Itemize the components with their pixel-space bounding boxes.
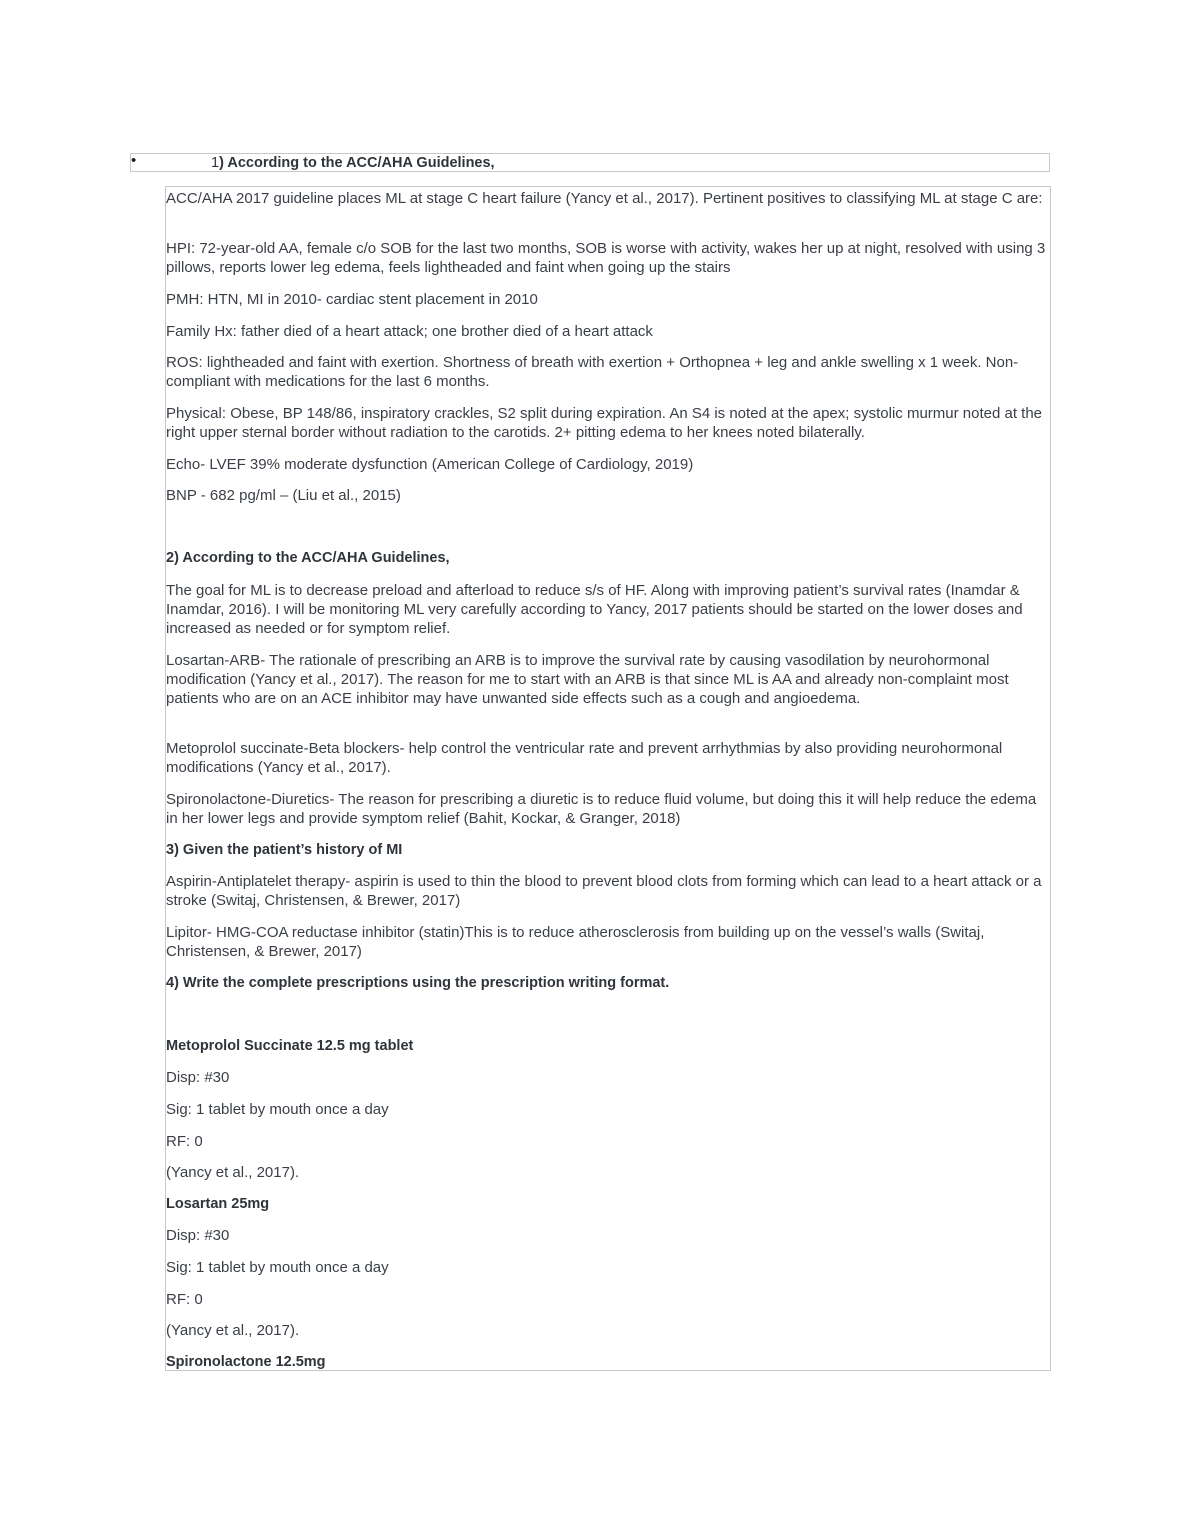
rx-losartan-refills: RF: 0 (166, 1291, 203, 1308)
spironolactone-rationale-paragraph: Spironolactone-Diuretics- The reason for prescribing a diuretic is to reduce fluid volume, but doing this it will help reduce the edema in her lower legs and provide symptom relief (Bahit, Kockar, & Granger, 2018) (166, 791, 1037, 828)
section-2-heading: 2) According to the ACC/AHA Guidelines, (166, 550, 450, 566)
section-4-heading: 4) Write the complete prescriptions using the prescription writing format. (166, 975, 670, 991)
rx-losartan-sig: Sig: 1 tablet by mouth once a day (166, 1259, 389, 1276)
rx-metoprolol-disp: Disp: #30 (166, 1069, 230, 1086)
section-3-heading: 3) Given the patient’s history of MI (166, 842, 403, 858)
rx-losartan-disp: Disp: #30 (166, 1227, 230, 1244)
ros-paragraph: ROS: lightheaded and faint with exertion. Shortness of breath with exertion + Orthopnea + leg and ankle swelling x 1 week. Non-compliant with medications for the last 6 months. (166, 354, 1019, 391)
section-1-title (211, 155, 495, 171)
stage-c-intro: ACC/AHA 2017 guideline places ML at stage C heart failure (Yancy et al., 2017). Pertinent positives to classifying ML at stage C are: (166, 190, 1043, 207)
rx-metoprolol-title: Metoprolol Succinate 12.5 mg tablet (166, 1038, 414, 1054)
family-history-paragraph: Family Hx: father died of a heart attack; one brother died of a heart attack (166, 323, 653, 340)
aspirin-paragraph: Aspirin-Antiplatelet therapy- aspirin is used to thin the blood to prevent blood clots from forming which can lead to a heart attack or a stroke (Switaj, Christensen, & Brewer, 2017) (166, 873, 1042, 910)
rx-losartan-citation: (Yancy et al., 2017). (166, 1322, 300, 1339)
rx-metoprolol-sig: Sig: 1 tablet by mouth once a day (166, 1101, 389, 1118)
bullet-marker: • (131, 152, 137, 169)
pmh-paragraph: PMH: HTN, MI in 2010- cardiac stent placement in 2010 (166, 291, 538, 308)
rx-losartan-title: Losartan 25mg (166, 1196, 270, 1212)
document-content (165, 186, 1051, 1371)
heading-number: 1 (211, 155, 220, 171)
echo-paragraph: Echo- LVEF 39% moderate dysfunction (American College of Cardiology, 2019) (166, 456, 694, 473)
heading-title-text: ) According to the ACC/AHA Guidelines, (219, 155, 495, 171)
bnp-paragraph: BNP - 682 pg/ml – (Liu et al., 2015) (166, 487, 401, 504)
rx-metoprolol-refills: RF: 0 (166, 1133, 203, 1150)
lipitor-paragraph: Lipitor- HMG-COA reductase inhibitor (statin)This is to reduce atherosclerosis from building up on the vessel’s walls (Switaj, Christensen, & Brewer, 2017) (166, 924, 985, 961)
metoprolol-rationale-paragraph: Metoprolol succinate-Beta blockers- help control the ventricular rate and prevent arrhythmias by also providing neurohormonal modifications (Yancy et al., 2017). (166, 740, 1003, 777)
rx-metoprolol-citation: (Yancy et al., 2017). (166, 1164, 300, 1181)
section-1-heading (130, 153, 1050, 172)
physical-paragraph: Physical: Obese, BP 148/86, inspiratory crackles, S2 split during expiration. An S4 is noted at the apex; systolic murmur noted at the right upper sternal border without radiation to the carotids. 2+ pitting edema to her knees noted bilaterally. (166, 405, 1043, 442)
treatment-goal-paragraph: The goal for ML is to decrease preload and afterload to reduce s/s of HF. Along with improving patient’s survival rates (Inamdar & Inamdar, 2016). I will be monitoring ML very carefully according to Yancy, 2017 patients should be started on the lower doses and increased as needed or for symptom relief. (166, 582, 1023, 638)
hpi-paragraph: HPI: 72-year-old AA, female c/o SOB for the last two months, SOB is worse with activity, wakes her up at night, resolved with using 3 pillows, reports lower leg edema, feels lightheaded and faint when going up the stairs (166, 240, 1046, 277)
losartan-rationale-paragraph: Losartan-ARB- The rationale of prescribing an ARB is to improve the survival rate by causing vasodilation by neurohormonal modification (Yancy et al., 2017). The reason for me to start with an ARB is that since ML is AA and already non-complaint most patients who are on an ACE inhibitor may have unwanted side effects such as a cough and angioedema. (166, 652, 1009, 708)
rx-spironolactone-title: Spironolactone 12.5mg (166, 1354, 326, 1370)
